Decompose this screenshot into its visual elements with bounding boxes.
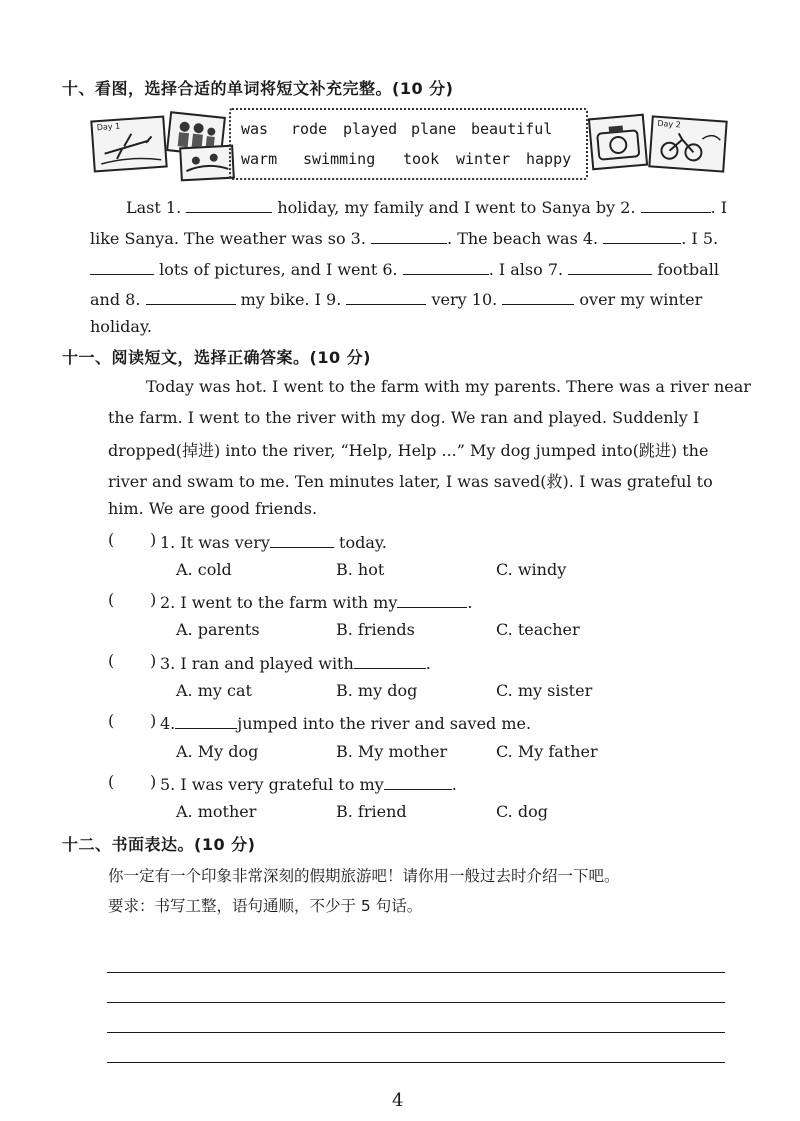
reading-line-2: the farm. I went to the river with my dog. We ran and played. Suddenly I [108, 408, 700, 427]
answer-blank-4[interactable] [603, 226, 681, 244]
word-option: plane [411, 120, 457, 138]
answer-paren-open: ( [108, 530, 115, 549]
answer-blank-2[interactable] [641, 195, 711, 213]
question-text: . [451, 775, 457, 794]
answer-paren-open: ( [108, 590, 115, 609]
writing-requirement: 要求：书写工整，语句通顺，不少于 5 句话。 [108, 897, 423, 915]
word-option: winter [456, 150, 511, 168]
reading-line-5: him. We are good friends. [108, 499, 318, 518]
picture-caption: Day 2 [657, 118, 682, 130]
picture-bikes-day2 [648, 115, 727, 172]
answer-paren-open: ( [108, 772, 115, 791]
writing-line[interactable] [107, 1032, 725, 1033]
word-option: happy [526, 150, 572, 168]
question-text: . [467, 593, 473, 612]
passage-text: Last 1. [126, 198, 182, 217]
writing-line[interactable] [107, 1062, 725, 1063]
question-5 [160, 772, 457, 794]
beach-icon [181, 147, 233, 180]
option-c[interactable]: C. windy [496, 560, 567, 579]
page-number: 4 [392, 1090, 404, 1111]
word-option: warm [241, 150, 278, 168]
option-c[interactable]: C. My father [496, 742, 598, 761]
question-blank[interactable] [354, 651, 426, 669]
passage-line-4 [90, 287, 702, 309]
question-blank[interactable] [397, 590, 467, 608]
passage-text: and 8. [90, 290, 141, 309]
question-text: 4. [160, 714, 176, 733]
option-b[interactable]: B. friend [336, 802, 407, 821]
question-text: 1. It was very [160, 533, 270, 552]
passage-line-5: holiday. [90, 317, 152, 336]
answer-paren-close: ) [150, 772, 157, 791]
passage-text: over my winter [579, 290, 703, 309]
passage-text: . I also 7. [488, 260, 564, 279]
word-option: beautiful [471, 120, 553, 138]
answer-paren-close: ) [150, 530, 157, 549]
option-b[interactable]: B. friends [336, 620, 415, 639]
answer-paren-open: ( [108, 711, 115, 730]
passage-line-3 [90, 257, 719, 279]
section-12-title: 十二、书面表达。(10 分) [62, 835, 256, 854]
option-a[interactable]: A. My dog [176, 742, 259, 761]
option-a[interactable]: A. my cat [176, 681, 252, 700]
question-text: . [425, 654, 431, 673]
picture-plane-day1 [90, 115, 167, 172]
passage-text: lots of pictures, and I went 6. [159, 260, 398, 279]
word-option: swimming [303, 150, 376, 168]
option-a[interactable]: A. parents [176, 620, 260, 639]
word-option: was [241, 120, 269, 138]
question-text: today. [339, 533, 387, 552]
answer-blank-3[interactable] [371, 226, 447, 244]
passage-text: . The beach was 4. [447, 229, 599, 248]
writing-line[interactable] [107, 972, 725, 973]
answer-blank-9[interactable] [346, 287, 426, 305]
section-10-title: 十、看图，选择合适的单词将短文补充完整。(10 分) [62, 79, 454, 98]
question-blank[interactable] [175, 711, 237, 729]
option-c[interactable]: C. my sister [496, 681, 593, 700]
writing-line[interactable] [107, 1002, 725, 1003]
option-a[interactable]: A. cold [176, 560, 232, 579]
question-2 [160, 590, 472, 612]
reading-line-1: Today was hot. I went to the farm with my parents. There was a river near [146, 377, 751, 396]
option-b[interactable]: B. hot [336, 560, 385, 579]
passage-text: . I 5. [681, 229, 719, 248]
question-text: 3. I ran and played with [160, 654, 354, 673]
word-bank [229, 108, 588, 180]
picture-camera [588, 114, 648, 171]
section-11-title: 十一、阅读短文，选择正确答案。(10 分) [62, 348, 371, 367]
word-option: rode [291, 120, 328, 138]
option-b[interactable]: B. my dog [336, 681, 418, 700]
reading-line-3: dropped(掉进) into the river, “Help, Help ...” My dog jumped into(跳进) the [108, 441, 709, 460]
answer-blank-6[interactable] [403, 257, 489, 275]
passage-line-2 [90, 226, 718, 248]
passage-text: football [657, 260, 719, 279]
answer-paren-open: ( [108, 651, 115, 670]
answer-paren-close: ) [150, 590, 157, 609]
passage-text: like Sanya. The weather was so 3. [90, 229, 366, 248]
passage-line-1 [126, 195, 727, 217]
word-option: took [403, 150, 440, 168]
question-text: 2. I went to the farm with my [160, 593, 398, 612]
answer-blank-1[interactable] [186, 195, 272, 213]
question-blank[interactable] [384, 772, 452, 790]
answer-blank-5[interactable] [90, 257, 154, 275]
question-text: 5. I was very grateful to my [160, 775, 384, 794]
word-option: played [343, 120, 398, 138]
answer-blank-7[interactable] [568, 257, 652, 275]
question-4 [160, 711, 531, 733]
passage-text: . I [710, 198, 728, 217]
option-c[interactable]: C. teacher [496, 620, 580, 639]
reading-line-4: river and swam to me. Ten minutes later, I was saved(救). I was grateful to [108, 472, 713, 491]
passage-text: holiday, my family and I went to Sanya by 2. [277, 198, 636, 217]
option-b[interactable]: B. My mother [336, 742, 448, 761]
answer-paren-close: ) [150, 711, 157, 730]
picture-beach [179, 145, 235, 182]
answer-blank-8[interactable] [146, 287, 236, 305]
writing-prompt: 你一定有一个印象非常深刻的假期旅游吧！请你用一般过去时介绍一下吧。 [108, 867, 620, 885]
option-a[interactable]: A. mother [176, 802, 257, 821]
question-3 [160, 651, 431, 673]
answer-blank-10[interactable] [502, 287, 574, 305]
answer-paren-close: ) [150, 651, 157, 670]
question-1 [160, 530, 387, 552]
picture-caption: Day 1 [96, 121, 121, 133]
camera-icon [590, 116, 646, 168]
passage-text: my bike. I 9. [240, 290, 342, 309]
passage-text: very 10. [431, 290, 498, 309]
question-blank[interactable] [270, 530, 334, 548]
question-text: jumped into the river and saved me. [237, 714, 532, 733]
option-c[interactable]: C. dog [496, 802, 548, 821]
